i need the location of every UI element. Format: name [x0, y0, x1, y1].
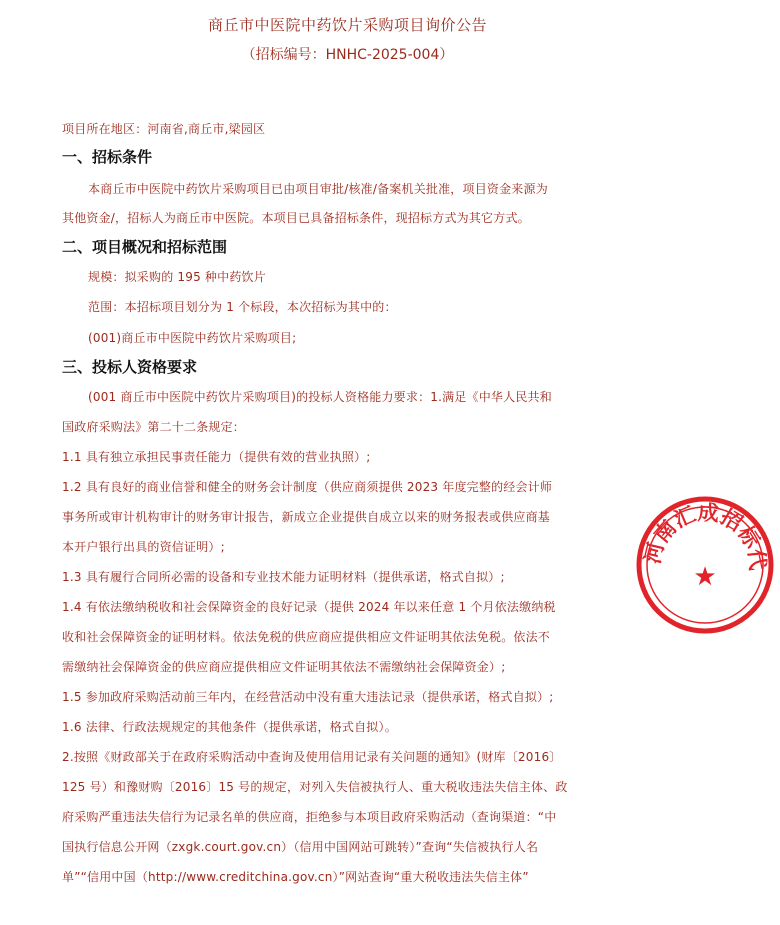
paragraph-line: 本开户银行出具的资信证明）;: [62, 540, 225, 554]
page-title: 商丘市中医院中药饮片采购项目询价公告: [207, 16, 487, 34]
seal-star: ★: [693, 562, 717, 592]
paragraph-line: (001 商丘市中医院中药饮片采购项目)的投标人资格能力要求：1.满足《中华人民共和: [88, 390, 552, 404]
section-heading-2: 二、项目概况和招标范围: [62, 238, 228, 256]
paragraph-line: 范围：本招标项目划分为 1 个标段，本次招标为其中的：: [88, 300, 397, 314]
paragraph-line: 国政府采购法》第二十二条规定：: [62, 420, 246, 434]
paragraph-line: 规模：拟采购的 195 种中药饮片: [88, 270, 266, 284]
paragraph-line: 1.2 具有良好的商业信誉和健全的财务会计制度（供应商须提供 2023 年度完整的经会计师: [62, 480, 553, 494]
paragraph-line: 1.4 有依法缴纳税收和社会保障资金的良好记录（提供 2024 年以来任意 1 个月依法缴纳税: [62, 600, 556, 614]
company-seal: [619, 471, 780, 640]
paragraph-line: 1.6 法律、行政法规规定的其他条件（提供承诺，格式自拟）。: [62, 720, 397, 734]
paragraph-line: 其他资金/，招标人为商丘市中医院。本项目已具备招标条件，现招标方式为其它方式。: [62, 211, 530, 225]
paragraph-line: 2.按照《财政部关于在政府采购活动中查询及使用信用记录有关问题的通知》(财库〔2016〕: [62, 750, 562, 764]
paragraph-line: (001)商丘市中医院中药饮片采购项目;: [88, 331, 297, 345]
paragraph-line: 本商丘市中医院中药饮片采购项目已由项目审批/核准/备案机关批准，项目资金来源为: [88, 182, 548, 196]
section-heading-3: 三、投标人资格要求: [62, 358, 198, 376]
section-heading-1: 一、招标条件: [62, 148, 153, 166]
paragraph-line: 1.5 参加政府采购活动前三年内，在经营活动中没有重大违法记录（提供承诺，格式自拟）;: [62, 690, 554, 704]
seal-lettering: 河南汇成招标代理: [619, 471, 770, 572]
tender-number: （招标编号：HNHC-2025-004）: [241, 47, 454, 63]
paragraph-line: 国执行信息公开网（zxgk.court.gov.cn）（信用中国网站可跳转）”查询“失信被执行人名: [62, 840, 539, 854]
paragraph-line: 需缴纳社会保障资金的供应商应提供相应文件证明其依法不需缴纳社会保障资金）;: [62, 660, 506, 674]
paragraph-line: 事务所或审计机构审计的财务审计报告，新成立企业提供自成立以来的财务报表或供应商基: [62, 510, 551, 524]
paragraph-line: 府采购严重违法失信行为记录名单的供应商，拒绝参与本项目政府采购活动（查询渠道：“中: [62, 810, 557, 824]
project-location: 项目所在地区：河南省,商丘市,梁园区: [62, 122, 266, 136]
paragraph-line: 收和社会保障资金的证明材料。依法免税的供应商应提供相应文件证明其依法免税。依法不: [62, 630, 551, 644]
paragraph-line: 1.1 具有独立承担民事责任能力（提供有效的营业执照）;: [62, 450, 371, 464]
paragraph-line: 1.3 具有履行合同所必需的设备和专业技术能力证明材料（提供承诺，格式自拟）;: [62, 570, 505, 584]
paragraph-line: 单”“信用中国（http://www.creditchina.gov.cn）”网站查询“重大税收违法失信主体”: [62, 870, 529, 884]
paragraph-line: 125 号）和豫财购〔2016〕15 号的规定，对列入失信被执行人、重大税收违法失信主体、政: [62, 780, 568, 794]
